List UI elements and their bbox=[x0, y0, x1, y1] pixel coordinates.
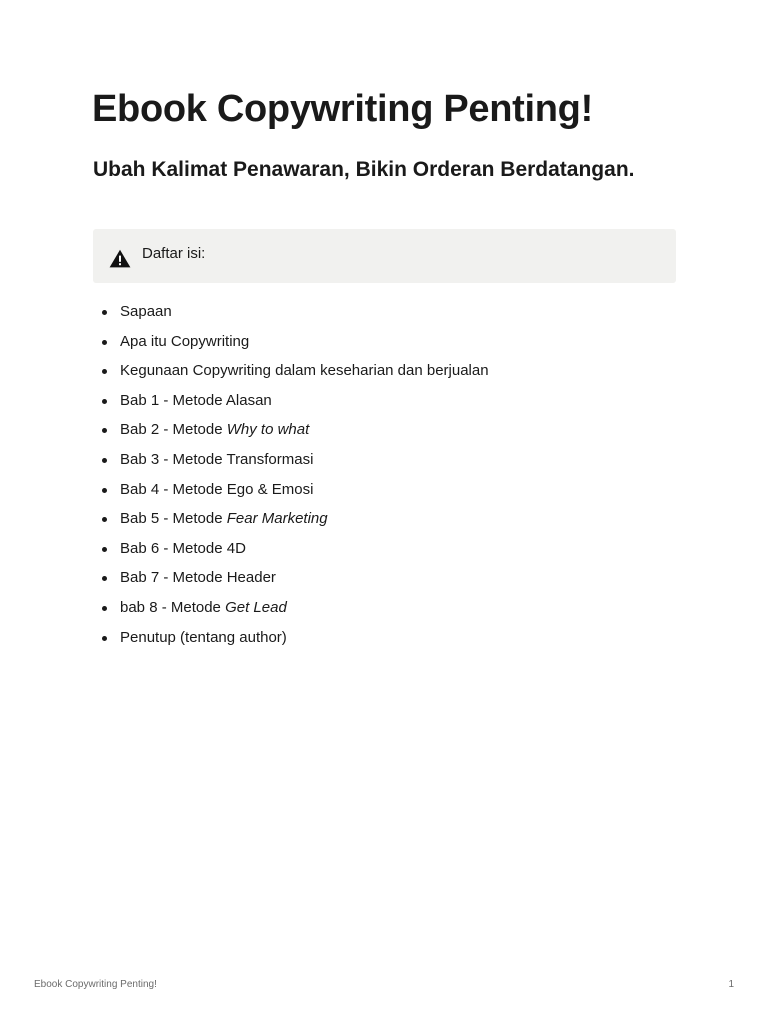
list-item bbox=[100, 563, 680, 593]
list-item bbox=[100, 593, 680, 623]
list-item-text: Sapaan bbox=[120, 303, 172, 320]
callout-text: Daftar isi: bbox=[142, 245, 206, 262]
list-item bbox=[100, 327, 680, 357]
page-title: Ebook Copywriting Penting! bbox=[92, 88, 593, 130]
list-item bbox=[100, 445, 680, 475]
list-item-text: Bab 1 - Metode Alasan bbox=[120, 391, 272, 409]
list-item-text: Penutup (tentang author) bbox=[120, 628, 287, 646]
list-item bbox=[100, 504, 680, 534]
bullet-icon bbox=[102, 547, 107, 552]
list-item-text: Kegunaan Copywriting dalam keseharian dan berjualan bbox=[120, 362, 489, 380]
list-item-text: Bab 2 - Metode bbox=[120, 421, 227, 439]
warning-icon bbox=[109, 249, 131, 268]
table-of-contents bbox=[100, 297, 680, 652]
bullet-icon bbox=[102, 488, 107, 493]
list-item-text: Bab 7 - Metode Header bbox=[120, 569, 276, 587]
callout-box bbox=[93, 229, 676, 283]
bullet-icon bbox=[102, 606, 107, 611]
list-item-text: Bab 5 - Metode bbox=[120, 510, 227, 528]
bullet-icon bbox=[102, 636, 107, 641]
bullet-icon bbox=[102, 458, 107, 463]
list-item bbox=[100, 386, 680, 416]
list-item-text: Bab 6 - Metode 4D bbox=[120, 539, 246, 557]
bullet-icon bbox=[102, 517, 107, 522]
list-item-emphasis: Fear Marketing bbox=[226, 510, 328, 528]
list-item bbox=[100, 534, 680, 564]
bullet-icon bbox=[102, 576, 107, 581]
bullet-icon bbox=[102, 310, 107, 315]
list-item-text: Apa itu Copywriting bbox=[120, 332, 250, 350]
bullet-icon bbox=[102, 340, 107, 345]
list-item bbox=[100, 297, 680, 327]
footer-page-number: 1 bbox=[728, 979, 734, 990]
list-item-emphasis: Why to what bbox=[226, 421, 310, 439]
list-item-emphasis: Get Lead bbox=[225, 598, 287, 616]
list-item bbox=[100, 475, 680, 505]
bullet-icon bbox=[102, 428, 107, 433]
list-item bbox=[100, 356, 680, 386]
list-item bbox=[100, 623, 680, 653]
bullet-icon bbox=[102, 399, 107, 404]
footer-document-title: Ebook Copywriting Penting! bbox=[34, 979, 157, 990]
bullet-icon bbox=[102, 369, 107, 374]
list-item-text: Bab 4 - Metode Ego & Emosi bbox=[120, 480, 314, 498]
list-item-text: Bab 3 - Metode Transformasi bbox=[120, 450, 314, 468]
list-item-text: bab 8 - Metode bbox=[120, 598, 226, 616]
list-item bbox=[100, 415, 680, 445]
page-subtitle: Ubah Kalimat Penawaran, Bikin Orderan Berdatangan. bbox=[93, 158, 635, 181]
